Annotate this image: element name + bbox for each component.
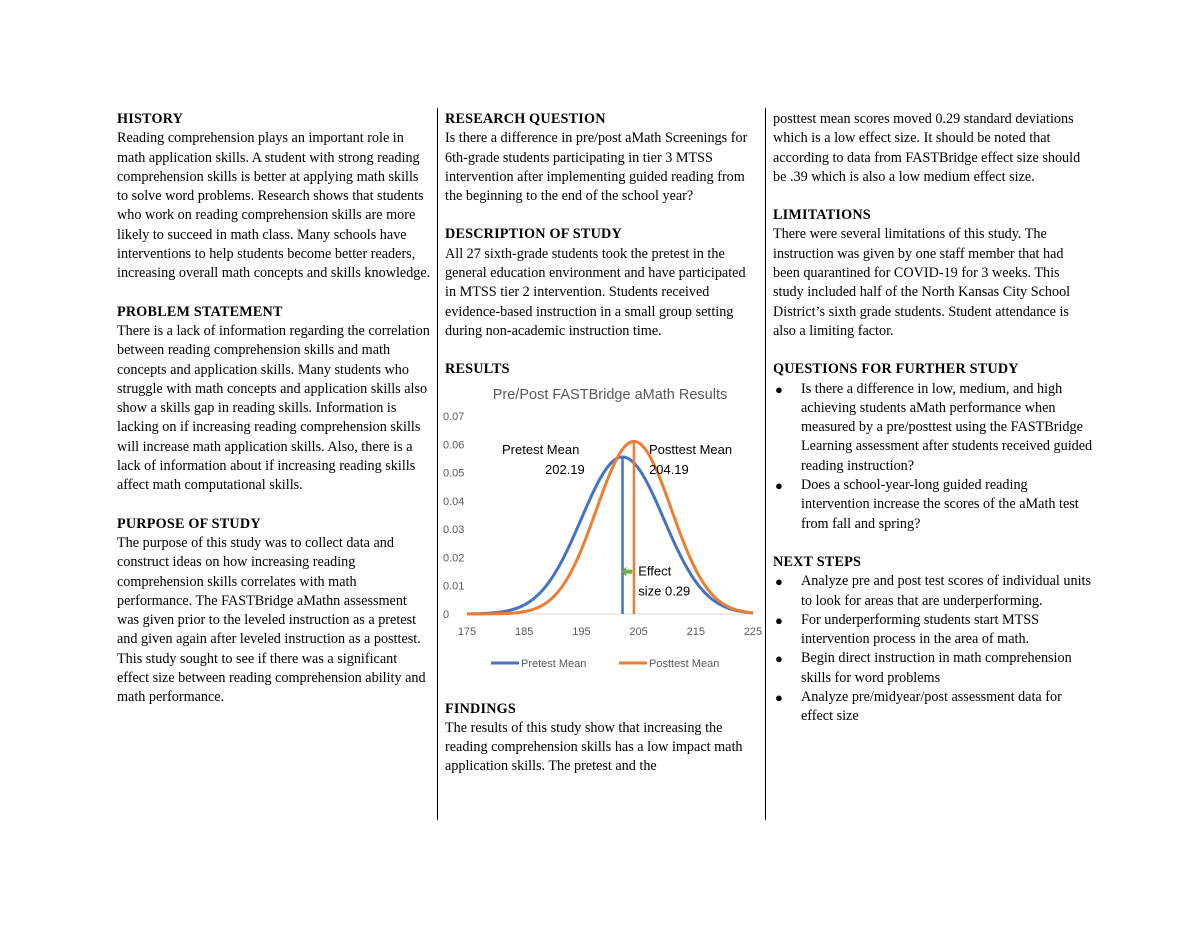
y-tick-label: 0 [443,608,450,621]
x-tick-label: 195 [572,625,591,638]
next-steps-list [773,572,1093,726]
x-tick-label: 225 [743,625,763,638]
problem-section [117,303,432,496]
questions-list [773,380,1093,534]
list-item [773,476,1093,534]
problem-body: There is a lack of information regarding the correlation between reading comprehension skills and math concepts and application skills. Many students who struggle with math concepts and application skills also show a skills gap in reading skills. Information is lacking on if increasing reading comprehension skills will increase math application skills. Also, there is a lack of information about if increasing reading skills affect math computational skills. [117,322,430,494]
legend-pretest-label: Pretest Mean [521,657,587,670]
x-tick-label: 175 [457,625,477,638]
column-divider-2 [765,108,766,820]
column-3 [773,110,1093,746]
findings-body: The results of this study show that increasing the reading comprehension skills has a low impact math application skills. The pretest and the [445,719,743,775]
findings-continued-body: posttest mean scores moved 0.29 standard deviations which is a low effect size. It should be noted that according to data from FASTBridge effect size should be .39 which is also a low medium effect size. [773,111,1081,185]
research-heading: RESEARCH QUESTION [445,111,606,127]
findings-section [445,700,760,777]
list-item [773,611,1093,650]
purpose-heading: PURPOSE OF STUDY [117,515,261,532]
next-step-text: For underperforming students start MTSS intervention process in the area of math. [801,611,1040,648]
bullet-icon: ● [775,612,783,628]
results-heading: RESULTS [445,361,510,378]
list-item [773,572,1093,611]
y-tick-label: 0.04 [443,495,465,508]
posttest-label: Posttest Mean [649,441,733,457]
x-tick-label: 185 [515,625,534,638]
history-heading: HISTORY [117,111,184,127]
x-tick-label: 205 [629,625,648,638]
chart-title: Pre/Post FASTBridge aMath Results [492,386,728,403]
column-1 [117,110,432,727]
legend-posttest-label: Posttest Mean [649,657,720,670]
history-body: Reading comprehension plays an important role in math application skills. A student with strong reading comprehension skills is better at applying math skills to solve word problems. Research shows that students who work on reading comprehension skills are more likely to succeed in math class. Many schools have interventions to help students become better readers, increasing overall math concepts and skills knowledge. [117,130,431,282]
list-item [773,380,1093,476]
results-chart [435,378,765,688]
list-item [773,649,1093,688]
y-tick-label: 0.03 [443,523,465,536]
x-tick-label: 215 [686,625,705,638]
question-text: Is there a difference in low, medium, and high achieving students aMath performance when measured by a pre/posttest using the FASTBridge Learning assessment after students received guided reading instruction? [801,380,1093,474]
findings-continued [773,110,1093,187]
purpose-section [117,515,432,708]
pretest-value: 202.19 [545,461,585,477]
column-2 [443,110,763,796]
effect-value: size 0.29 [638,583,691,599]
research-body: Is there a difference in pre/post aMath Screenings for 6th-grade students participating in tier 3 MTSS intervention after implementing guided reading from the beginning to the end of the school year? [445,130,748,205]
chart-svg [435,378,765,688]
question-text: Does a school-year-long guided reading intervention increase the scores of the aMath test from fall and spring? [801,477,1079,532]
description-body: All 27 sixth-grade students took the pretest in the general education environment and have participated in MTSS tier 2 intervention. Students received evidence-based instruction in a small group setting during non-academic instruction time. [445,245,746,339]
description-section [445,225,760,341]
limitations-body: There were several limitations of this study. The instruction was given by one staff member that had been quarantined for COVID-19 for 3 weeks. This study included half of the North Kansas City School District’s sixth grade students. Student attendance is also a limiting factor. [773,226,1071,339]
bullet-icon: ● [775,690,783,706]
list-item [773,688,1093,727]
findings-heading: FINDINGS [445,700,516,717]
pretest-label: Pretest Mean [502,441,580,457]
history-section [117,110,432,284]
bullet-icon: ● [775,574,783,590]
purpose-body: The purpose of this study was to collect data and construct ideas on how increasing reading comprehension skills correlates with math performance. The FASTBridge aMathn assessment was given prior to the leveled instruction as a pretest and given again after leveled instruction as a posttest. This study sought to see if there was a significant effect size between reading comprehension ability and math performance. [117,534,426,706]
y-tick-label: 0.01 [443,580,465,593]
questions-heading: QUESTIONS FOR FURTHER STUDY [773,361,1019,378]
posttest-curve [467,441,753,614]
next-step-text: Analyze pre and post test scores of individual units to look for areas that are underperforming. [801,573,1091,609]
next-step-text: Begin direct instruction in math comprehension skills for word problems [801,650,1072,686]
y-tick-label: 0.07 [443,410,465,423]
y-tick-label: 0.02 [443,551,465,564]
questions-section [773,360,1093,534]
next-step-text: Analyze pre/midyear/post assessment data for effect size [801,689,1062,725]
limitations-heading: LIMITATIONS [773,207,871,224]
y-tick-label: 0.06 [443,438,465,451]
results-section [443,360,763,687]
next-steps-section [773,553,1093,727]
next-steps-heading: NEXT STEPS [773,553,862,570]
bullet-icon: ● [775,651,783,667]
effect-label: Effect [638,563,672,579]
bullet-icon: ● [775,478,783,494]
posttest-value: 204.19 [649,461,689,477]
limitations-section [773,206,1093,341]
problem-heading: PROBLEM STATEMENT [117,303,283,320]
description-heading: DESCRIPTION OF STUDY [445,226,622,243]
bullet-icon: ● [775,381,783,397]
y-tick-label: 0.05 [443,467,465,480]
research-section [445,110,760,206]
